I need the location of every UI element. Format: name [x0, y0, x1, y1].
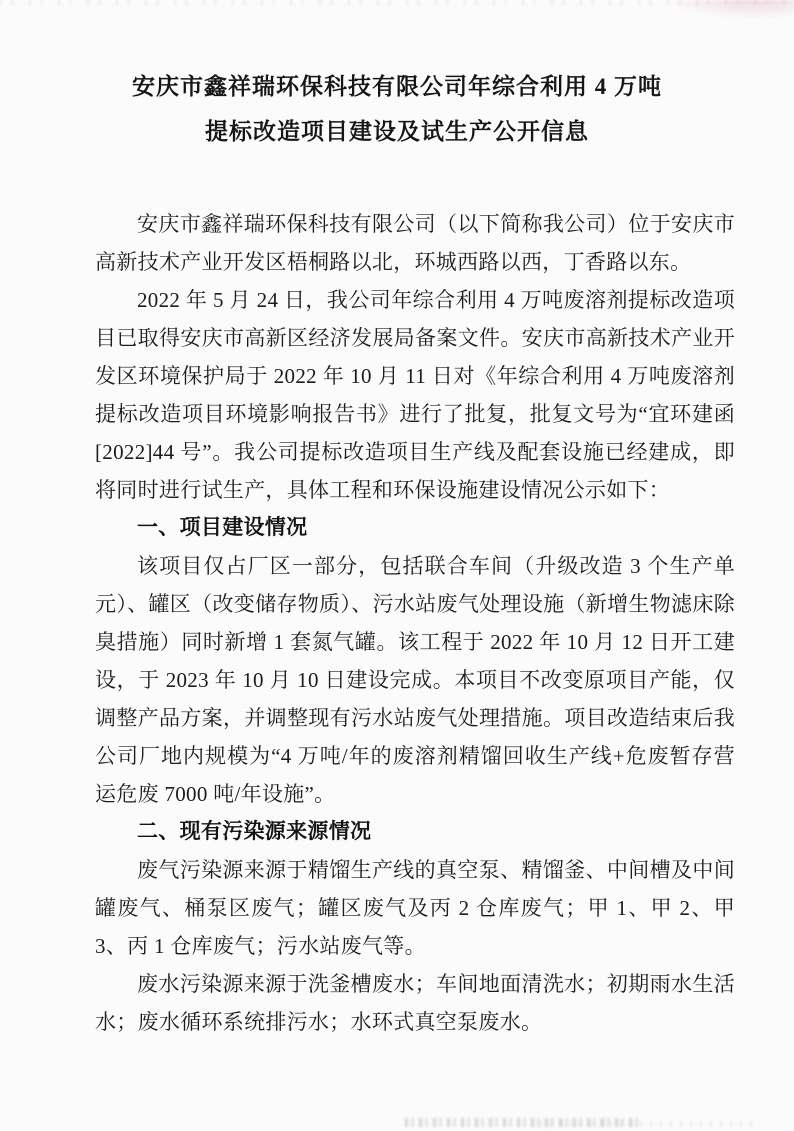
paragraph: 安庆市鑫祥瑞环保科技有限公司（以下简称我公司）位于安庆市高新技术产业开发区梧桐路以北，环城西路以西，丁香路以东。 — [95, 212, 735, 274]
paragraph: 废水污染源来源于洗釜槽废水；车间地面清洗水；初期雨水生活水；废水循环系统排污水；水环式真空泵废水。 — [95, 972, 735, 1034]
scan-artifact-bottom-edge-faint — [540, 1121, 755, 1127]
document-title-line-1: 安庆市鑫祥瑞环保科技有限公司年综合利用 4 万吨 — [132, 74, 662, 99]
paragraph: 2022 年 5 月 24 日，我公司年综合利用 4 万吨废溶剂提标改造项目已取得安庆市高新区经济发展局备案文件。安庆市高新技术产业开发区环境保护局于 2022 年 10 月 11 日对《年综合利用 4 万吨废溶剂提标改造项目环境影响报告书》进行了批复，批复文号为“宜环建函[2022]44 号”。我公司提标改造项目生产线及配套设施已经建成，即将同时进行试生产，具体工程和环保设施建设情况公示如下： — [95, 288, 735, 502]
document-title-line-2: 提标改造项目建设及试生产公开信息 — [205, 119, 589, 144]
scan-artifact-top-right-smudge — [664, 0, 794, 20]
document-title — [0, 0, 794, 154]
document-body — [95, 205, 735, 1041]
section-heading: 一、项目建设情况 — [137, 516, 308, 539]
paragraph: 废气污染源来源于精馏生产线的真空泵、精馏釜、中间槽及中间罐废气、桶泵区废气；罐区废气及丙 2 仓库废气；甲 1、甲 2、甲 3、丙 1 仓库废气；污水站废气等。 — [95, 858, 735, 958]
paragraph: 该项目仅占厂区一部分，包括联合车间（升级改造 3 个生产单元）、罐区（改变储存物质）、污水站废气处理设施（新增生物滤床除臭措施）同时新增 1 套氮气罐。该工程于 2022 年 10 月 12 日开工建设，于 2023 年 10 月 10 日建设完成。本项目不改变原项目产能，仅调整产品方案，并调整现有污水站废气处理措施。项目改造结束后我公司厂地内规模为“4 万吨/年的废溶剂精馏回收生产线+危废暂存营运危废 7000 吨/年设施”。 — [95, 554, 735, 806]
section-heading: 二、现有污染源来源情况 — [137, 820, 372, 843]
